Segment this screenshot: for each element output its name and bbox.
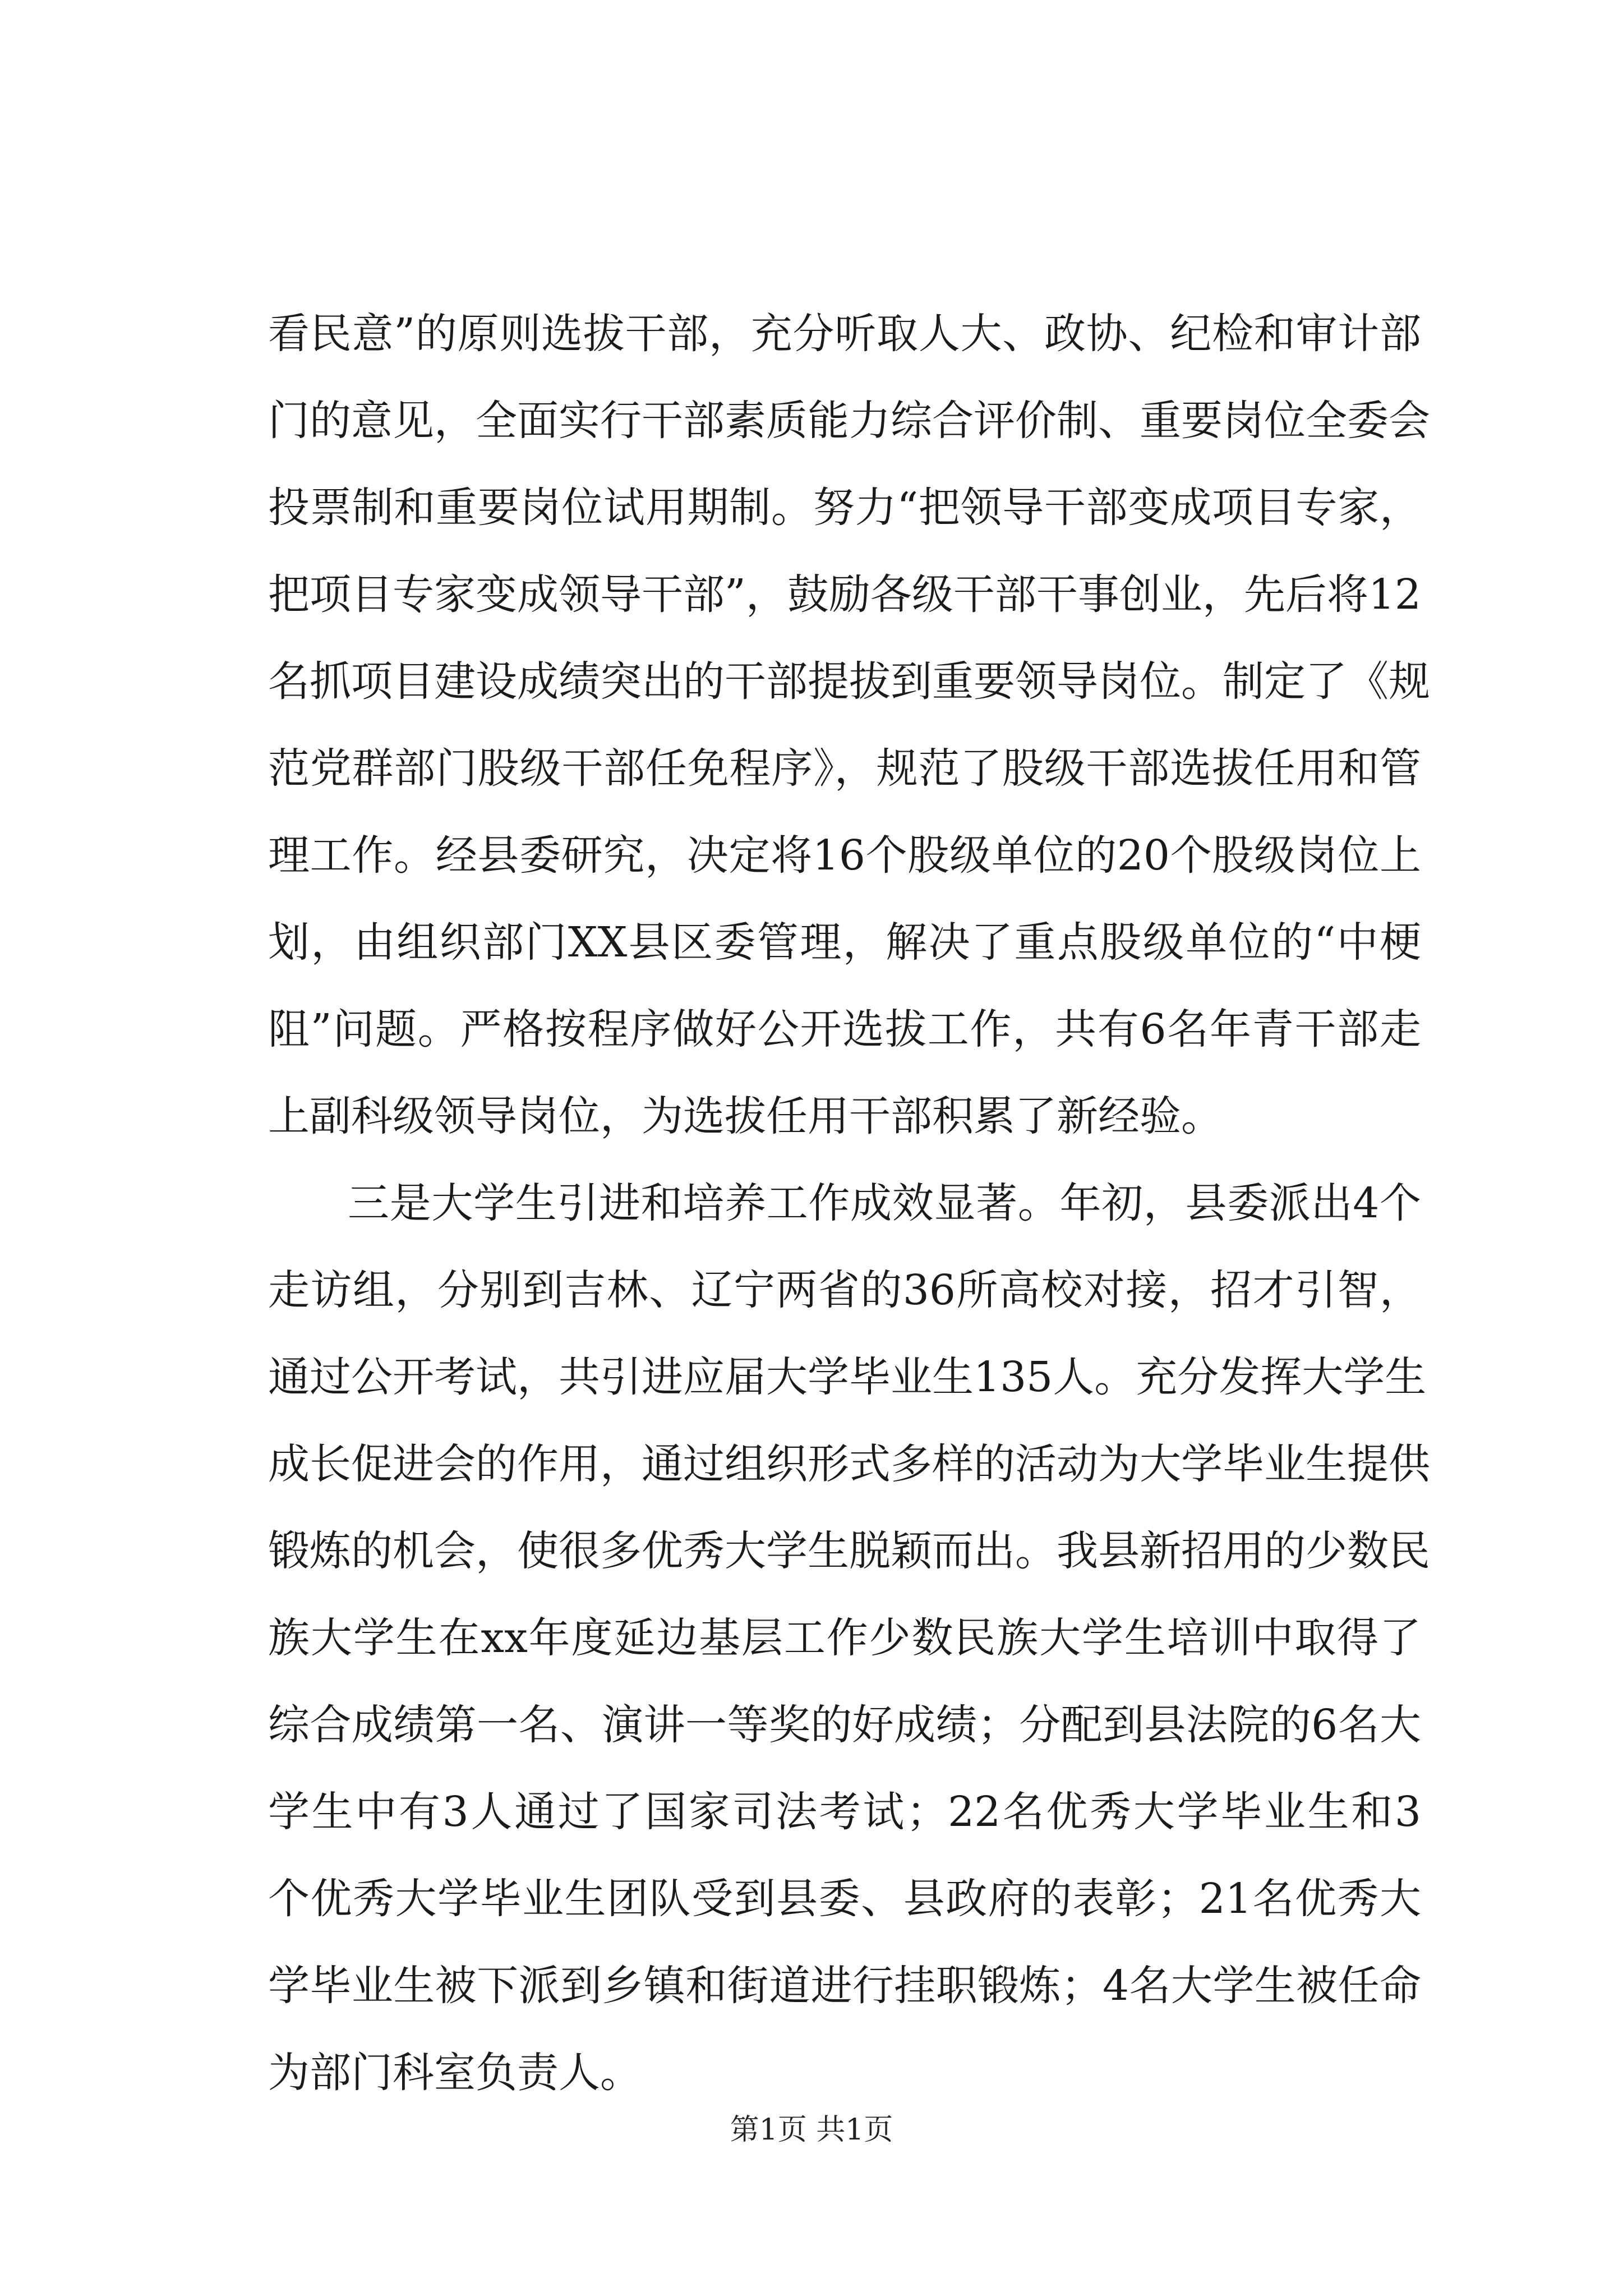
body-text-line: 投票制和重要岗位试用期制。努力“把领导干部变成项目专家， <box>268 484 1421 532</box>
paragraph-first-line: 三是大学生引进和培养工作成效显著。年初，县委派出4个 <box>348 1179 1421 1227</box>
body-text-line: 范党群部门股级干部任免程序》，规范了股级干部选拔任用和管 <box>268 744 1421 793</box>
page-number-footer: 第1页 共1页 <box>730 2113 893 2147</box>
body-text-line: 上副科级领导岗位，为选拔任用干部积累了新经验。 <box>268 1092 1223 1140</box>
body-text-line: 阻”问题。严格按程序做好公开选拔工作，共有6名年青干部走 <box>268 1005 1421 1053</box>
body-text-line: 理工作。经县委研究，决定将16个股级单位的20个股级岗位上 <box>268 831 1421 880</box>
body-text-line: 门的意见，全面实行干部素质能力综合评价制、重要岗位全委会 <box>268 397 1430 445</box>
body-text-line: 学毕业生被下派到乡镇和街道进行挂职锻炼；4名大学生被任命 <box>268 1962 1421 2010</box>
body-text-line: 族大学生在xx年度延边基层工作少数民族大学生培训中取得了 <box>268 1614 1421 1662</box>
body-text-line: 走访组，分别到吉林、辽宁两省的36所高校对接，招才引智， <box>268 1266 1421 1314</box>
body-text-line: 把项目专家变成领导干部”，鼓励各级干部干事创业，先后将12 <box>268 570 1421 619</box>
body-text-line: 个优秀大学毕业生团队受到县委、县政府的表彰；21名优秀大 <box>268 1875 1421 1923</box>
body-text-line: 通过公开考试，共引进应届大学毕业生135人。充分发挥大学生 <box>268 1353 1427 1401</box>
body-text-line: 为部门科室负责人。 <box>268 2049 642 2097</box>
body-text-line: 划，由组织部门XX县区委管理，解决了重点股级单位的“中梗 <box>268 918 1421 967</box>
body-text-line: 名抓项目建设成绩突出的干部提拔到重要领导岗位。制定了《规 <box>268 657 1430 706</box>
body-text-line: 成长促进会的作用，通过组织形式多样的活动为大学毕业生提供 <box>268 1440 1430 1488</box>
body-text-line: 学生中有3人通过了国家司法考试；22名优秀大学毕业生和3 <box>268 1788 1421 1836</box>
body-text-line: 看民意”的原则选拔干部，充分听取人大、政协、纪检和审计部 <box>268 310 1421 358</box>
body-text-line: 综合成绩第一名、演讲一等奖的好成绩；分配到县法院的6名大 <box>268 1701 1421 1749</box>
body-text-line: 锻炼的机会，使很多优秀大学生脱颖而出。我县新招用的少数民 <box>268 1527 1430 1575</box>
